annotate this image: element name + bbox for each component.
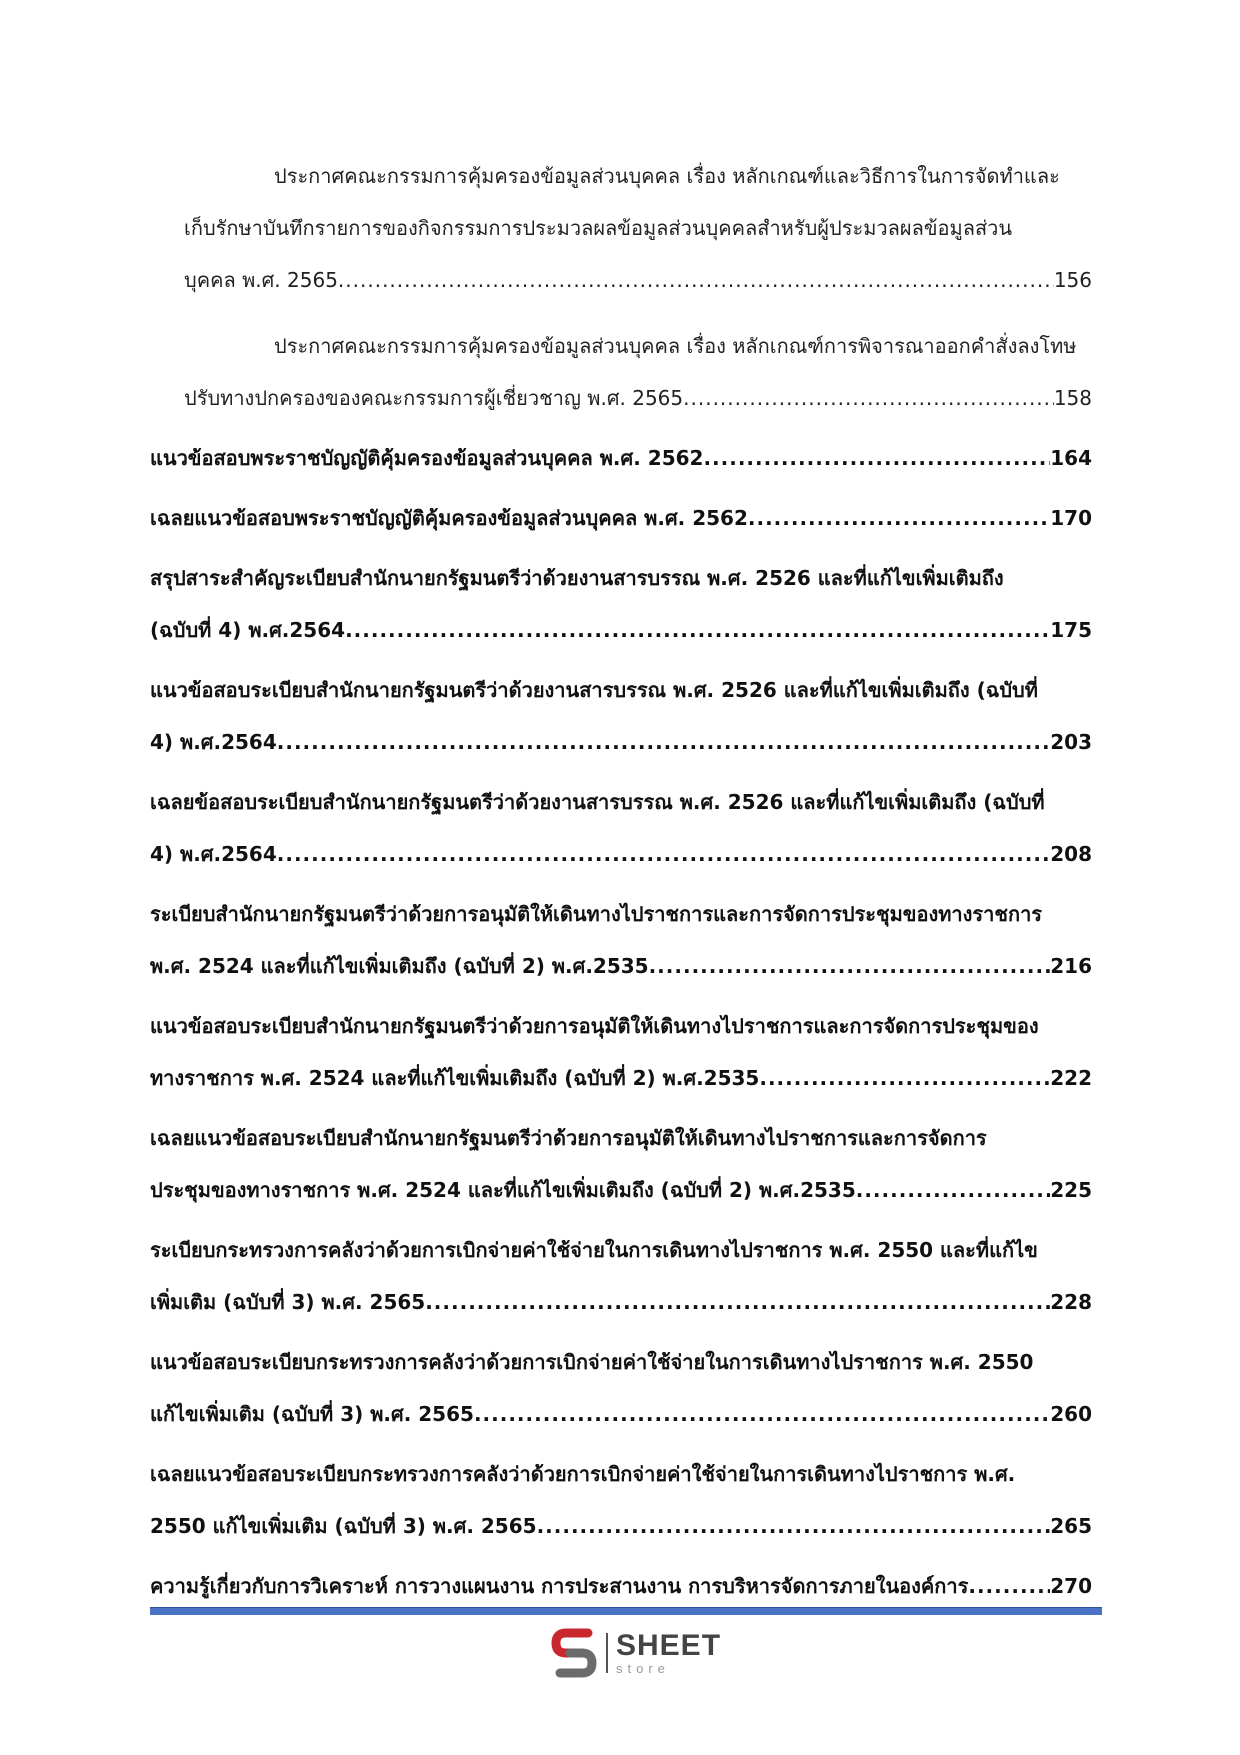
- toc-entry[interactable]: [150, 552, 1092, 656]
- toc-page-number: 203: [1050, 730, 1092, 754]
- logo-wordmark: [616, 1631, 721, 1675]
- toc-page-number: 170: [1050, 506, 1092, 530]
- toc-page-number: 222: [1050, 1066, 1092, 1090]
- toc-entry-text: แนวข้อสอบระเบียบกระทรวงการคลังว่าด้วยการเบิกจ่ายค่าใช้จ่ายในการเดินทางไปราชการ พ.ศ. 2550: [150, 1350, 1034, 1374]
- toc-entry-text: บุคคล พ.ศ. 2565: [184, 268, 338, 292]
- toc-entry-text: 4) พ.ศ.2564: [150, 842, 277, 866]
- toc-entry-text: เก็บรักษาบันทึกรายการของกิจกรรมการประมวลผลข้อมูลส่วนบุคคลสำหรับผู้ประมวลผลข้อมูลส่วน: [184, 216, 1013, 240]
- toc-entry-text: สรุปสาระสำคัญระเบียบสำนักนายกรัฐมนตรีว่าด้วยงานสารบรรณ พ.ศ. 2526 และที่แก้ไขเพิ่มเติมถึง: [150, 566, 1004, 590]
- toc-leader-dots: [683, 372, 1054, 424]
- toc-page-number: 265: [1050, 1514, 1092, 1538]
- toc-entry[interactable]: [150, 664, 1092, 768]
- toc-leader-dots: [856, 1164, 1051, 1216]
- toc-entry-text: ความรู้เกี่ยวกับการวิเคราะห์ การวางแผนงาน การประสานงาน การบริหารจัดการภายในองค์การ: [150, 1574, 969, 1598]
- toc-leader-dots: [703, 432, 1050, 484]
- toc-leader-dots: [277, 828, 1050, 880]
- toc-page-number: 175: [1050, 618, 1092, 642]
- toc-leader-dots: [748, 492, 1050, 544]
- toc-leader-dots: [474, 1388, 1050, 1440]
- toc-entry-text: เพิ่มเติม (ฉบับที่ 3) พ.ศ. 2565: [150, 1290, 426, 1314]
- table-of-contents: [150, 150, 1092, 1612]
- logo-word: SHEET: [616, 1629, 722, 1662]
- toc-leader-dots: [759, 1052, 1050, 1104]
- toc-entry-text: เฉลยแนวข้อสอบระเบียบสำนักนายกรัฐมนตรีว่าด้วยการอนุมัติให้เดินทางไปราชการและการจัดการ: [150, 1126, 987, 1150]
- toc-entry-text: แก้ไขเพิ่มเติม (ฉบับที่ 3) พ.ศ. 2565: [150, 1402, 474, 1426]
- toc-entry-text: 2550 แก้ไขเพิ่มเติม (ฉบับที่ 3) พ.ศ. 2565: [150, 1514, 537, 1538]
- toc-leader-dots: [649, 940, 1051, 992]
- toc-page-number: 260: [1050, 1402, 1092, 1426]
- toc-leader-dots: [968, 1560, 1050, 1612]
- toc-entry[interactable]: [150, 492, 1092, 544]
- toc-entry[interactable]: [150, 1448, 1092, 1552]
- toc-entry-text: เฉลยแนวข้อสอบระเบียบกระทรวงการคลังว่าด้วยการเบิกจ่ายค่าใช้จ่ายในการเดินทางไปราชการ พ.ศ.: [150, 1462, 1016, 1486]
- toc-entry-text: ประชุมของทางราชการ พ.ศ. 2524 และที่แก้ไขเพิ่มเติมถึง (ฉบับที่ 2) พ.ศ.2535: [150, 1178, 856, 1202]
- sheet-store-logo-icon: [548, 1625, 600, 1681]
- toc-entry-text: (ฉบับที่ 4) พ.ศ.2564: [150, 618, 346, 642]
- toc-leader-dots: [277, 716, 1050, 768]
- toc-page-number: 225: [1050, 1178, 1092, 1202]
- toc-page-number: 270: [1050, 1574, 1092, 1598]
- toc-entry-text: ปรับทางปกครองของคณะกรรมการผู้เชี่ยวชาญ พ.ศ. 2565: [184, 386, 684, 410]
- toc-entry[interactable]: [150, 1560, 1092, 1612]
- toc-entry-text: 4) พ.ศ.2564: [150, 730, 277, 754]
- toc-entry-text: ทางราชการ พ.ศ. 2524 และที่แก้ไขเพิ่มเติมถึง (ฉบับที่ 2) พ.ศ.2535: [150, 1066, 760, 1090]
- toc-entry-text: ระเบียบกระทรวงการคลังว่าด้วยการเบิกจ่ายค่าใช้จ่ายในการเดินทางไปราชการ พ.ศ. 2550 และที่แก้ไข: [150, 1238, 1038, 1262]
- toc-leader-dots: [338, 254, 1054, 306]
- toc-entry-text: เฉลยข้อสอบระเบียบสำนักนายกรัฐมนตรีว่าด้วยงานสารบรรณ พ.ศ. 2526 และที่แก้ไขเพิ่มเติมถึง (ฉบับที่: [150, 790, 1045, 814]
- toc-entry[interactable]: [150, 320, 1092, 424]
- toc-leader-dots: [345, 604, 1050, 656]
- toc-page-number: 228: [1050, 1290, 1092, 1314]
- toc-entry[interactable]: [150, 1112, 1092, 1216]
- toc-page-number: 208: [1050, 842, 1092, 866]
- toc-page-number: 156: [1053, 268, 1092, 292]
- toc-leader-dots: [425, 1276, 1050, 1328]
- sheet-store-logo: [548, 1625, 721, 1681]
- toc-entry[interactable]: [150, 776, 1092, 880]
- toc-page-number: 164: [1050, 446, 1092, 470]
- toc-page-number: 216: [1050, 954, 1092, 978]
- logo-separator: [606, 1633, 608, 1673]
- toc-entry[interactable]: [150, 1336, 1092, 1440]
- toc-page-number: 158: [1053, 386, 1092, 410]
- toc-entry-text: ประกาศคณะกรรมการคุ้มครองข้อมูลส่วนบุคคล เรื่อง หลักเกณฑ์การพิจารณาออกคำสั่งลงโทษ: [274, 334, 1077, 358]
- toc-entry-text: แนวข้อสอบระเบียบสำนักนายกรัฐมนตรีว่าด้วยการอนุมัติให้เดินทางไปราชการและการจัดการประชุมของ: [150, 1014, 1039, 1038]
- toc-entry-text: ระเบียบสำนักนายกรัฐมนตรีว่าด้วยการอนุมัติให้เดินทางไปราชการและการจัดการประชุมของทางราชการ: [150, 902, 1043, 926]
- logo-subword: store: [616, 1661, 670, 1676]
- toc-entry[interactable]: [150, 1000, 1092, 1104]
- toc-entry-text: แนวข้อสอบพระราชบัญญัติคุ้มครองข้อมูลส่วนบุคคล พ.ศ. 2562: [150, 446, 704, 470]
- toc-leader-dots: [537, 1500, 1051, 1552]
- toc-entry[interactable]: [150, 888, 1092, 992]
- toc-entry-text: แนวข้อสอบระเบียบสำนักนายกรัฐมนตรีว่าด้วยงานสารบรรณ พ.ศ. 2526 และที่แก้ไขเพิ่มเติมถึง (ฉบับที่: [150, 678, 1038, 702]
- footer-divider: [150, 1607, 1102, 1615]
- toc-entry[interactable]: [150, 150, 1092, 306]
- toc-entry[interactable]: [150, 1224, 1092, 1328]
- toc-entry-text: ประกาศคณะกรรมการคุ้มครองข้อมูลส่วนบุคคล เรื่อง หลักเกณฑ์และวิธีการในการจัดทำและ: [274, 164, 1060, 188]
- toc-entry-text: เฉลยแนวข้อสอบพระราชบัญญัติคุ้มครองข้อมูลส่วนบุคคล พ.ศ. 2562: [150, 506, 748, 530]
- toc-entry-text: พ.ศ. 2524 และที่แก้ไขเพิ่มเติมถึง (ฉบับที่ 2) พ.ศ.2535: [150, 954, 649, 978]
- toc-entry[interactable]: [150, 432, 1092, 484]
